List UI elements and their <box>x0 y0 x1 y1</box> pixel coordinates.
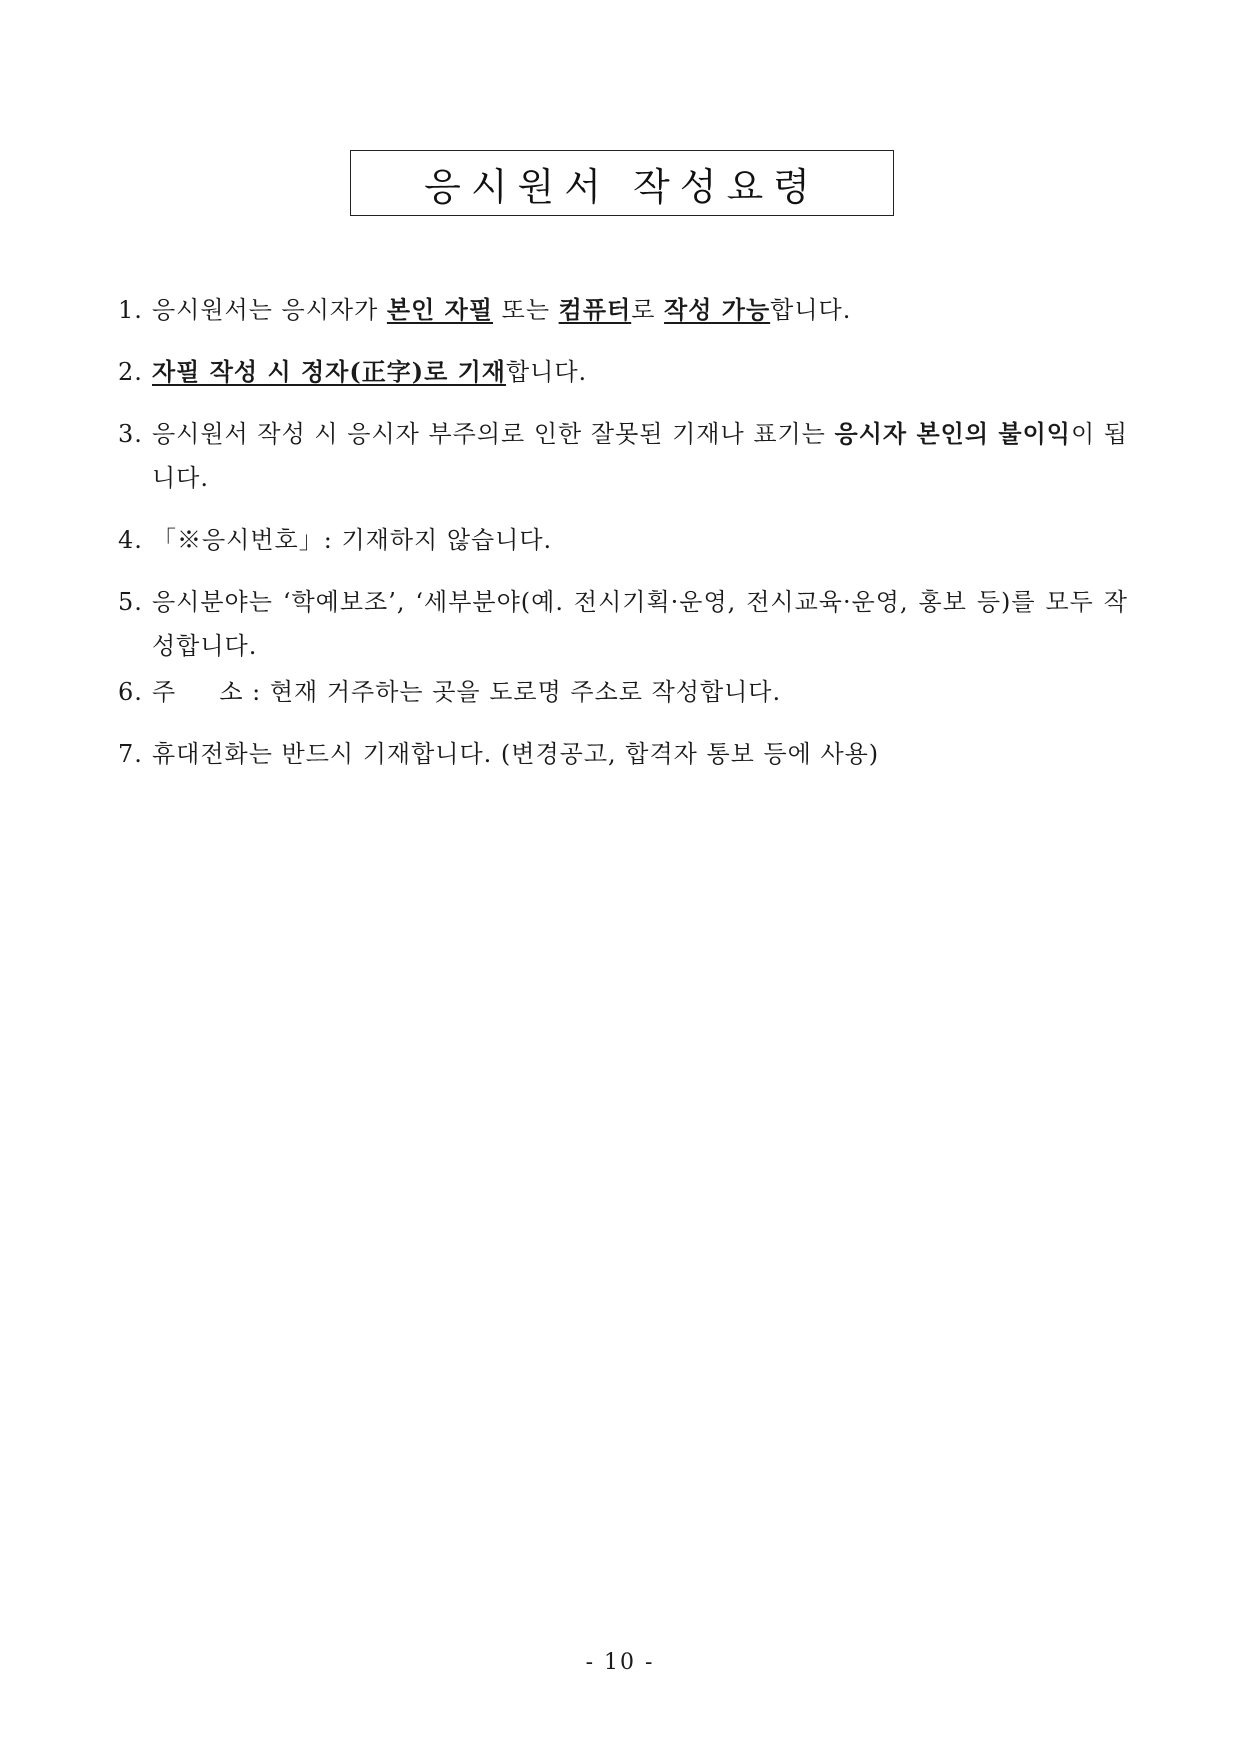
item-number: 7. <box>118 740 143 768</box>
list-item <box>118 580 1128 668</box>
item-number: 6. <box>118 678 143 706</box>
item-number: 4. <box>118 526 143 554</box>
item-text: 응시원서 작성 시 응시자 부주의로 인한 잘못된 기재나 표기는 응시자 본인의 불이익이 됩니다. <box>152 419 1128 492</box>
item-number: 3. <box>118 420 143 448</box>
list-item <box>118 732 1128 776</box>
item-text: 응시원서는 응시자가 본인 자필 또는 컴퓨터로 작성 가능합니다. <box>152 295 852 324</box>
item-text: 「※응시번호」: 기재하지 않습니다. <box>152 526 553 554</box>
list-item <box>118 670 1128 714</box>
item-text: 휴대전화는 반드시 기재합니다. (변경공고, 합격자 통보 등에 사용) <box>152 740 880 768</box>
document-title: 응시원서 작성요령 <box>424 164 820 209</box>
list-item <box>118 412 1128 500</box>
instruction-list <box>118 288 1128 794</box>
item-number: 5. <box>118 588 143 616</box>
list-item <box>118 350 1128 394</box>
list-item <box>118 288 1128 332</box>
item-number: 1. <box>118 296 143 324</box>
item-number: 2. <box>118 358 143 386</box>
list-item <box>118 518 1128 562</box>
title-box <box>350 150 894 216</box>
item-text: 주 소 : 현재 거주하는 곳을 도로명 주소로 작성합니다. <box>152 678 782 706</box>
item-text: 응시분야는 ‘학예보조’, ‘세부분야(예. 전시기획·운영, 전시교육·운영, 홍보 등)를 모두 작성합니다. <box>152 588 1128 660</box>
page-number: - 10 - <box>585 1650 655 1675</box>
item-text: 자필 작성 시 정자(正字)로 기재합니다. <box>152 357 588 386</box>
